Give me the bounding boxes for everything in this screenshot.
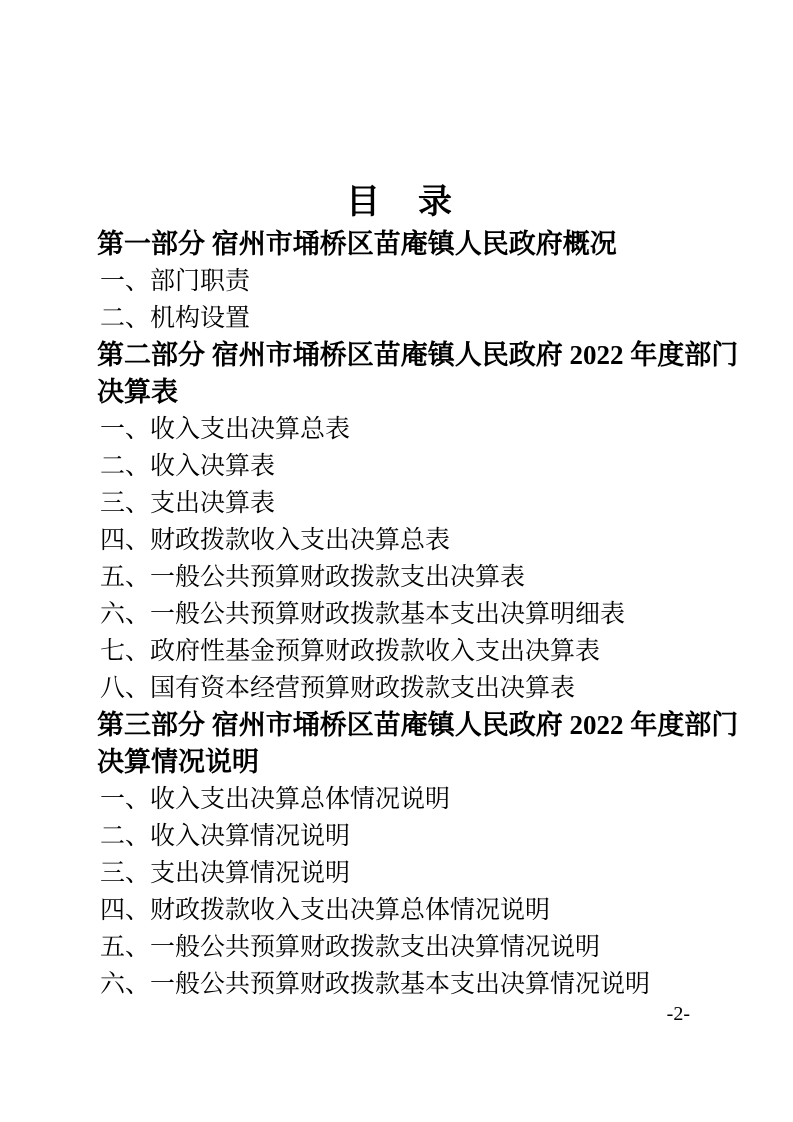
toc-entry: 五、一般公共预算财政拨款支出决算表 [100,564,526,591]
toc-entry: 五、一般公共预算财政拨款支出决算情况说明 [100,934,601,961]
page-title: 目 录 [346,184,454,221]
toc-entry: 第二部分 宿州市埇桥区苗庵镇人民政府 2022 年度部门 [97,340,739,370]
toc-entry: 二、收入决算表 [100,453,276,480]
toc-entry: 第一部分 宿州市埇桥区苗庵镇人民政府概况 [97,229,617,259]
toc-entry: 一、收入支出决算总体情况说明 [100,786,451,813]
page-number: -2- [666,1003,690,1025]
toc-entry: 一、部门职责 [100,268,251,295]
toc-entry: 二、收入决算情况说明 [100,823,351,850]
toc-entry: 四、财政拨款收入支出决算总表 [100,527,451,554]
toc-entry: 四、财政拨款收入支出决算总体情况说明 [100,897,551,924]
toc-entry: 二、机构设置 [100,305,251,332]
toc-entry: 一、收入支出决算总表 [100,416,351,443]
toc-entry: 八、国有资本经营预算财政拨款支出决算表 [100,675,576,702]
toc-entry: 六、一般公共预算财政拨款基本支出决算明细表 [100,601,626,628]
toc-entry: 第三部分 宿州市埇桥区苗庵镇人民政府 2022 年度部门 [97,710,739,740]
toc-entry: 三、支出决算表 [100,490,276,517]
toc-entry: 六、一般公共预算财政拨款基本支出决算情况说明 [100,971,651,998]
toc-entry: 决算情况说明 [97,747,259,777]
toc-entry: 决算表 [97,377,178,407]
toc-entry: 三、支出决算情况说明 [100,860,351,887]
toc-list [97,226,739,1003]
toc-entry: 七、政府性基金预算财政拨款收入支出决算表 [100,638,601,665]
